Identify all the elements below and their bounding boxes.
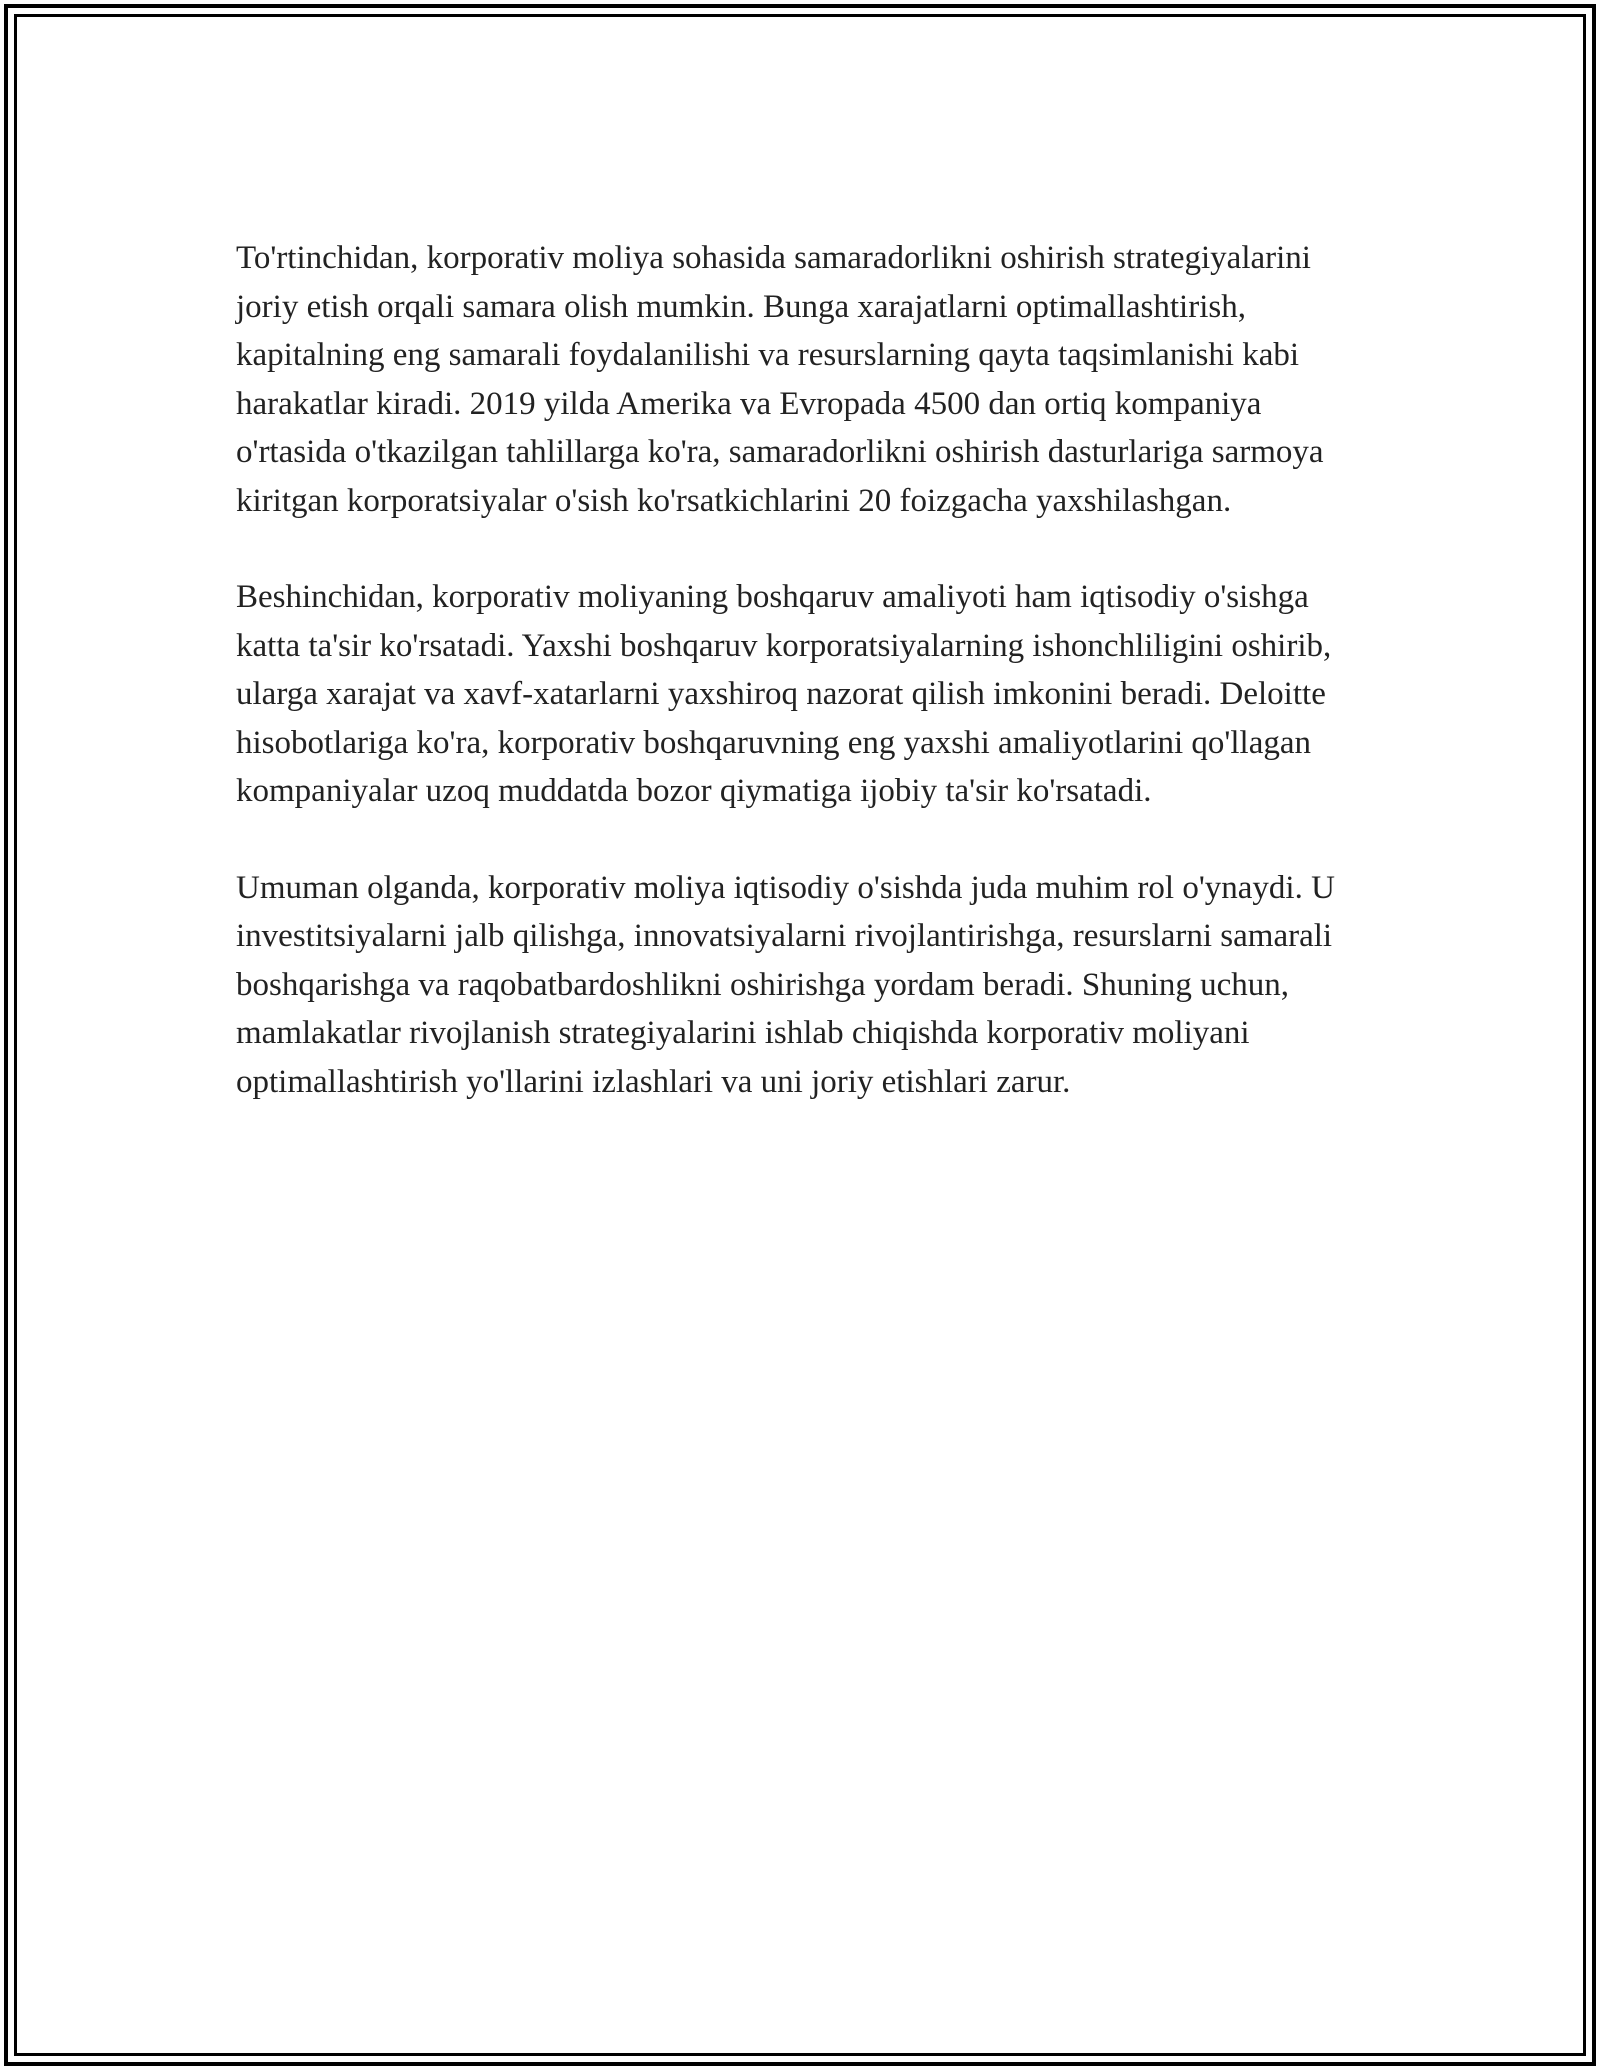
paragraph-fourth: To'rtinchidan, korporativ moliya sohasida samaradorlikni oshirish strategiyalarini joriy etish orqali samara olish mumkin. Bunga xarajatlarni optimallashtirish, kapitalning eng samarali foydalanilishi va resurslarning qayta taqsimlanishi kabi harakatlar kiradi. 2019 yilda Amerika va Evropada 4500 dan ortiq kompaniya o'rtasida o'tkazilgan tahlillarga ko'ra, samaradorlikni oshirish dasturlariga sarmoya kiritgan korporatsiyalar o'sish ko'rsatkichlarini 20 foizgacha yaxshilashgan. — [236, 240, 1324, 519]
document-body — [236, 234, 1366, 1154]
paragraph-conclusion: Umuman olganda, korporativ moliya iqtisodiy o'sishda juda muhim rol o'ynaydi. U investitsiyalarni jalb qilishga, innovatsiyalarni rivojlantirishga, resurslarni samarali boshqarishga va raqobatbardoshlikni oshirishga yordam beradi. Shuning uchun, mamlakatlar rivojlanish strategiyalarini ishlab chiqishda korporativ moliyani optimallashtirish yo'llarini izlashlari va uni joriy etishlari zarur. — [236, 869, 1335, 1100]
paragraph-fifth: Beshinchidan, korporativ moliyaning boshqaruv amaliyoti ham iqtisodiy o'sishga katta ta'sir ko'rsatadi. Yaxshi boshqaruv korporatsiyalarning ishonchliligini oshirib, ularga xarajat va xavf-xatarlarni yaxshiroq nazorat qilish imkonini beradi. Deloitte hisobotlariga ko'ra, korporativ boshqaruvning eng yaxshi amaliyotlarini qo'llagan kompaniyalar uzoq muddatda bozor qiymatiga ijobiy ta'sir ko'rsatadi. — [236, 579, 1332, 809]
